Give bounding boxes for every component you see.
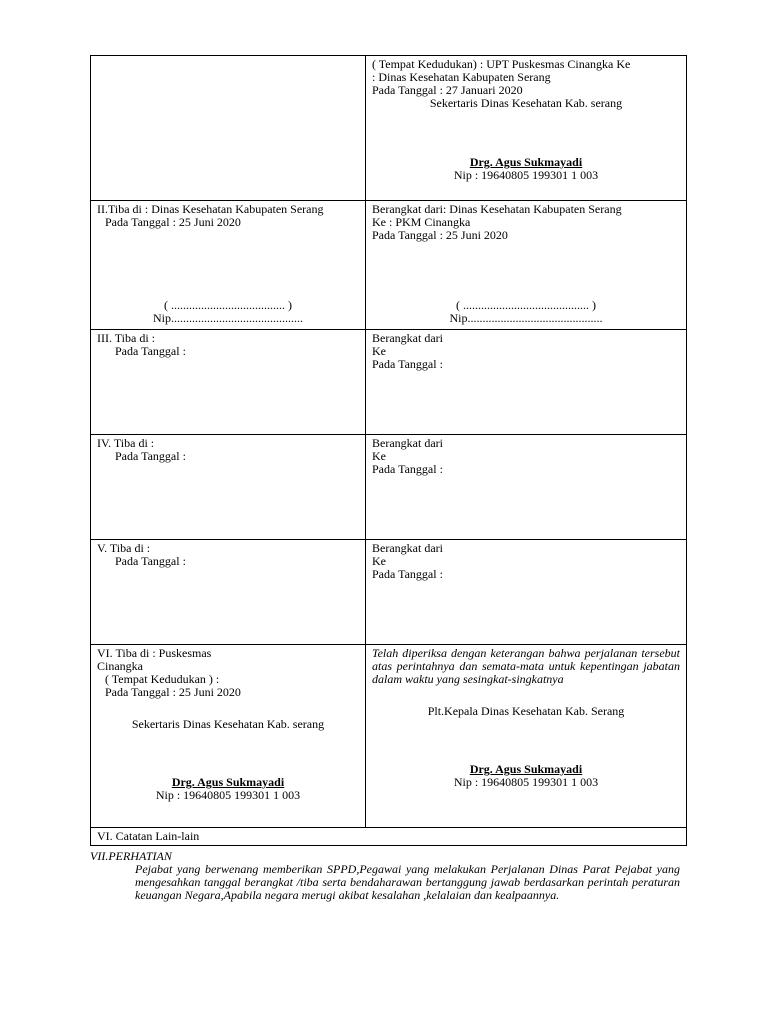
row5-left-line4: Pada Tanggal : 25 Juni 2020: [105, 685, 241, 699]
row3-right-line2: Ke: [372, 449, 386, 463]
row5-left-line1: VI. Tiba di : Puskesmas: [97, 646, 212, 660]
attention-body: Pejabat yang berwenang memberikan SPPD,Pegawai yang melakukan Perjalanan Dinas Parat Pejabat yang mengesahkan tanggal berangkat /tiba serta bendaharawan bertanggung jawab berdasarkan perintah peraturan keuangan Negara,Apabila negara merugi akibat kesalahan ,kelalaian dan kealpaannya.: [135, 862, 680, 902]
row5-right-cell: [366, 645, 687, 828]
row2-left-line2: Pada Tanggal :: [115, 344, 186, 358]
row1-left-cell: [91, 201, 366, 330]
row1-right-line2: Ke : PKM Cinangka: [372, 215, 471, 229]
row2-left-line1: III. Tiba di :: [97, 331, 156, 345]
row0-left-cell: [91, 56, 366, 201]
row-notes: [91, 828, 687, 846]
row0-right-cell: [366, 56, 687, 201]
row-iv: [91, 435, 687, 540]
notes-cell: VI. Catatan Lain-lain: [91, 828, 687, 846]
row4-left-line1: V. Tiba di :: [97, 541, 151, 555]
attention-heading: VII.PERHATIAN: [90, 849, 172, 863]
row0-right-line1: ( Tempat Kedudukan) : UPT Puskesmas Cinangka Ke: [372, 57, 631, 71]
row5-left-cell: [91, 645, 366, 828]
row4-right-line2: Ke: [372, 554, 386, 568]
row5-right-signer-name: Drg. Agus Sukmayadi: [469, 762, 583, 776]
row-ii: [91, 201, 687, 330]
row3-right-line1: Berangkat dari: [372, 436, 443, 450]
row-departure: [91, 56, 687, 201]
row1-right-sign: ( .......................................... ): [456, 298, 596, 312]
row4-left-line2: Pada Tanggal :: [115, 554, 186, 568]
row5-left-line2: Cinangka: [97, 659, 143, 673]
row2-right-cell: [366, 330, 687, 435]
row4-right-line3: Pada Tanggal :: [372, 567, 443, 581]
row1-right-line3: Pada Tanggal : 25 Juni 2020: [372, 228, 508, 242]
row-iii: [91, 330, 687, 435]
row3-left-line1: IV. Tiba di :: [97, 436, 155, 450]
row1-right-cell: [366, 201, 687, 330]
row4-right-line1: Berangkat dari: [372, 541, 443, 555]
row5-right-position: Plt.Kepala Dinas Kesehatan Kab. Serang: [427, 704, 625, 718]
row1-right-nip: Nip.............................................: [449, 311, 603, 325]
row2-right-line1: Berangkat dari: [372, 331, 443, 345]
row4-right-cell: [366, 540, 687, 645]
row2-right-line2: Ke: [372, 344, 386, 358]
row1-left-sign: ( ...................................... ): [164, 298, 292, 312]
row5-left-line3: ( Tempat Kedudukan ) :: [105, 672, 220, 686]
attention-section: [90, 850, 680, 902]
row4-left-cell: [91, 540, 366, 645]
row0-signer-nip: Nip : 19640805 199301 1 003: [453, 168, 599, 182]
row0-right-line3: Pada Tanggal : 27 Januari 2020: [372, 83, 523, 97]
row3-left-cell: [91, 435, 366, 540]
row5-right-signer-nip: Nip : 19640805 199301 1 003: [453, 775, 599, 789]
sppd-table: [90, 55, 687, 846]
row0-signer-name: Drg. Agus Sukmayadi: [469, 155, 583, 169]
row0-right-line2: : Dinas Kesehatan Kabupaten Serang: [372, 70, 551, 84]
row1-left-line2: Pada Tanggal : 25 Juni 2020: [105, 215, 241, 229]
row0-right-position: Sekertaris Dinas Kesehatan Kab. serang: [429, 96, 623, 110]
row3-left-line2: Pada Tanggal :: [115, 449, 186, 463]
row1-left-nip: Nip............................................: [153, 311, 303, 325]
row3-right-line3: Pada Tanggal :: [372, 462, 443, 476]
row3-right-cell: [366, 435, 687, 540]
row-v: [91, 540, 687, 645]
row5-right-statement: Telah diperiksa dengan keterangan bahwa perjalanan tersebut atas perintahnya dan semata-mata untuk kepentingan jabatan dalam waktu yang sesingkat-singkatnya: [372, 646, 680, 686]
row1-right-line1: Berangkat dari: Dinas Kesehatan Kabupaten Serang: [372, 202, 622, 216]
row5-left-position: Sekertaris Dinas Kesehatan Kab. serang: [131, 717, 325, 731]
row-vi: [91, 645, 687, 828]
row2-left-cell: [91, 330, 366, 435]
row5-left-signer-nip: Nip : 19640805 199301 1 003: [155, 788, 301, 802]
row2-right-line3: Pada Tanggal :: [372, 357, 443, 371]
row1-left-line1: II.Tiba di : Dinas Kesehatan Kabupaten Serang: [97, 202, 324, 216]
row5-left-signer-name: Drg. Agus Sukmayadi: [171, 775, 285, 789]
